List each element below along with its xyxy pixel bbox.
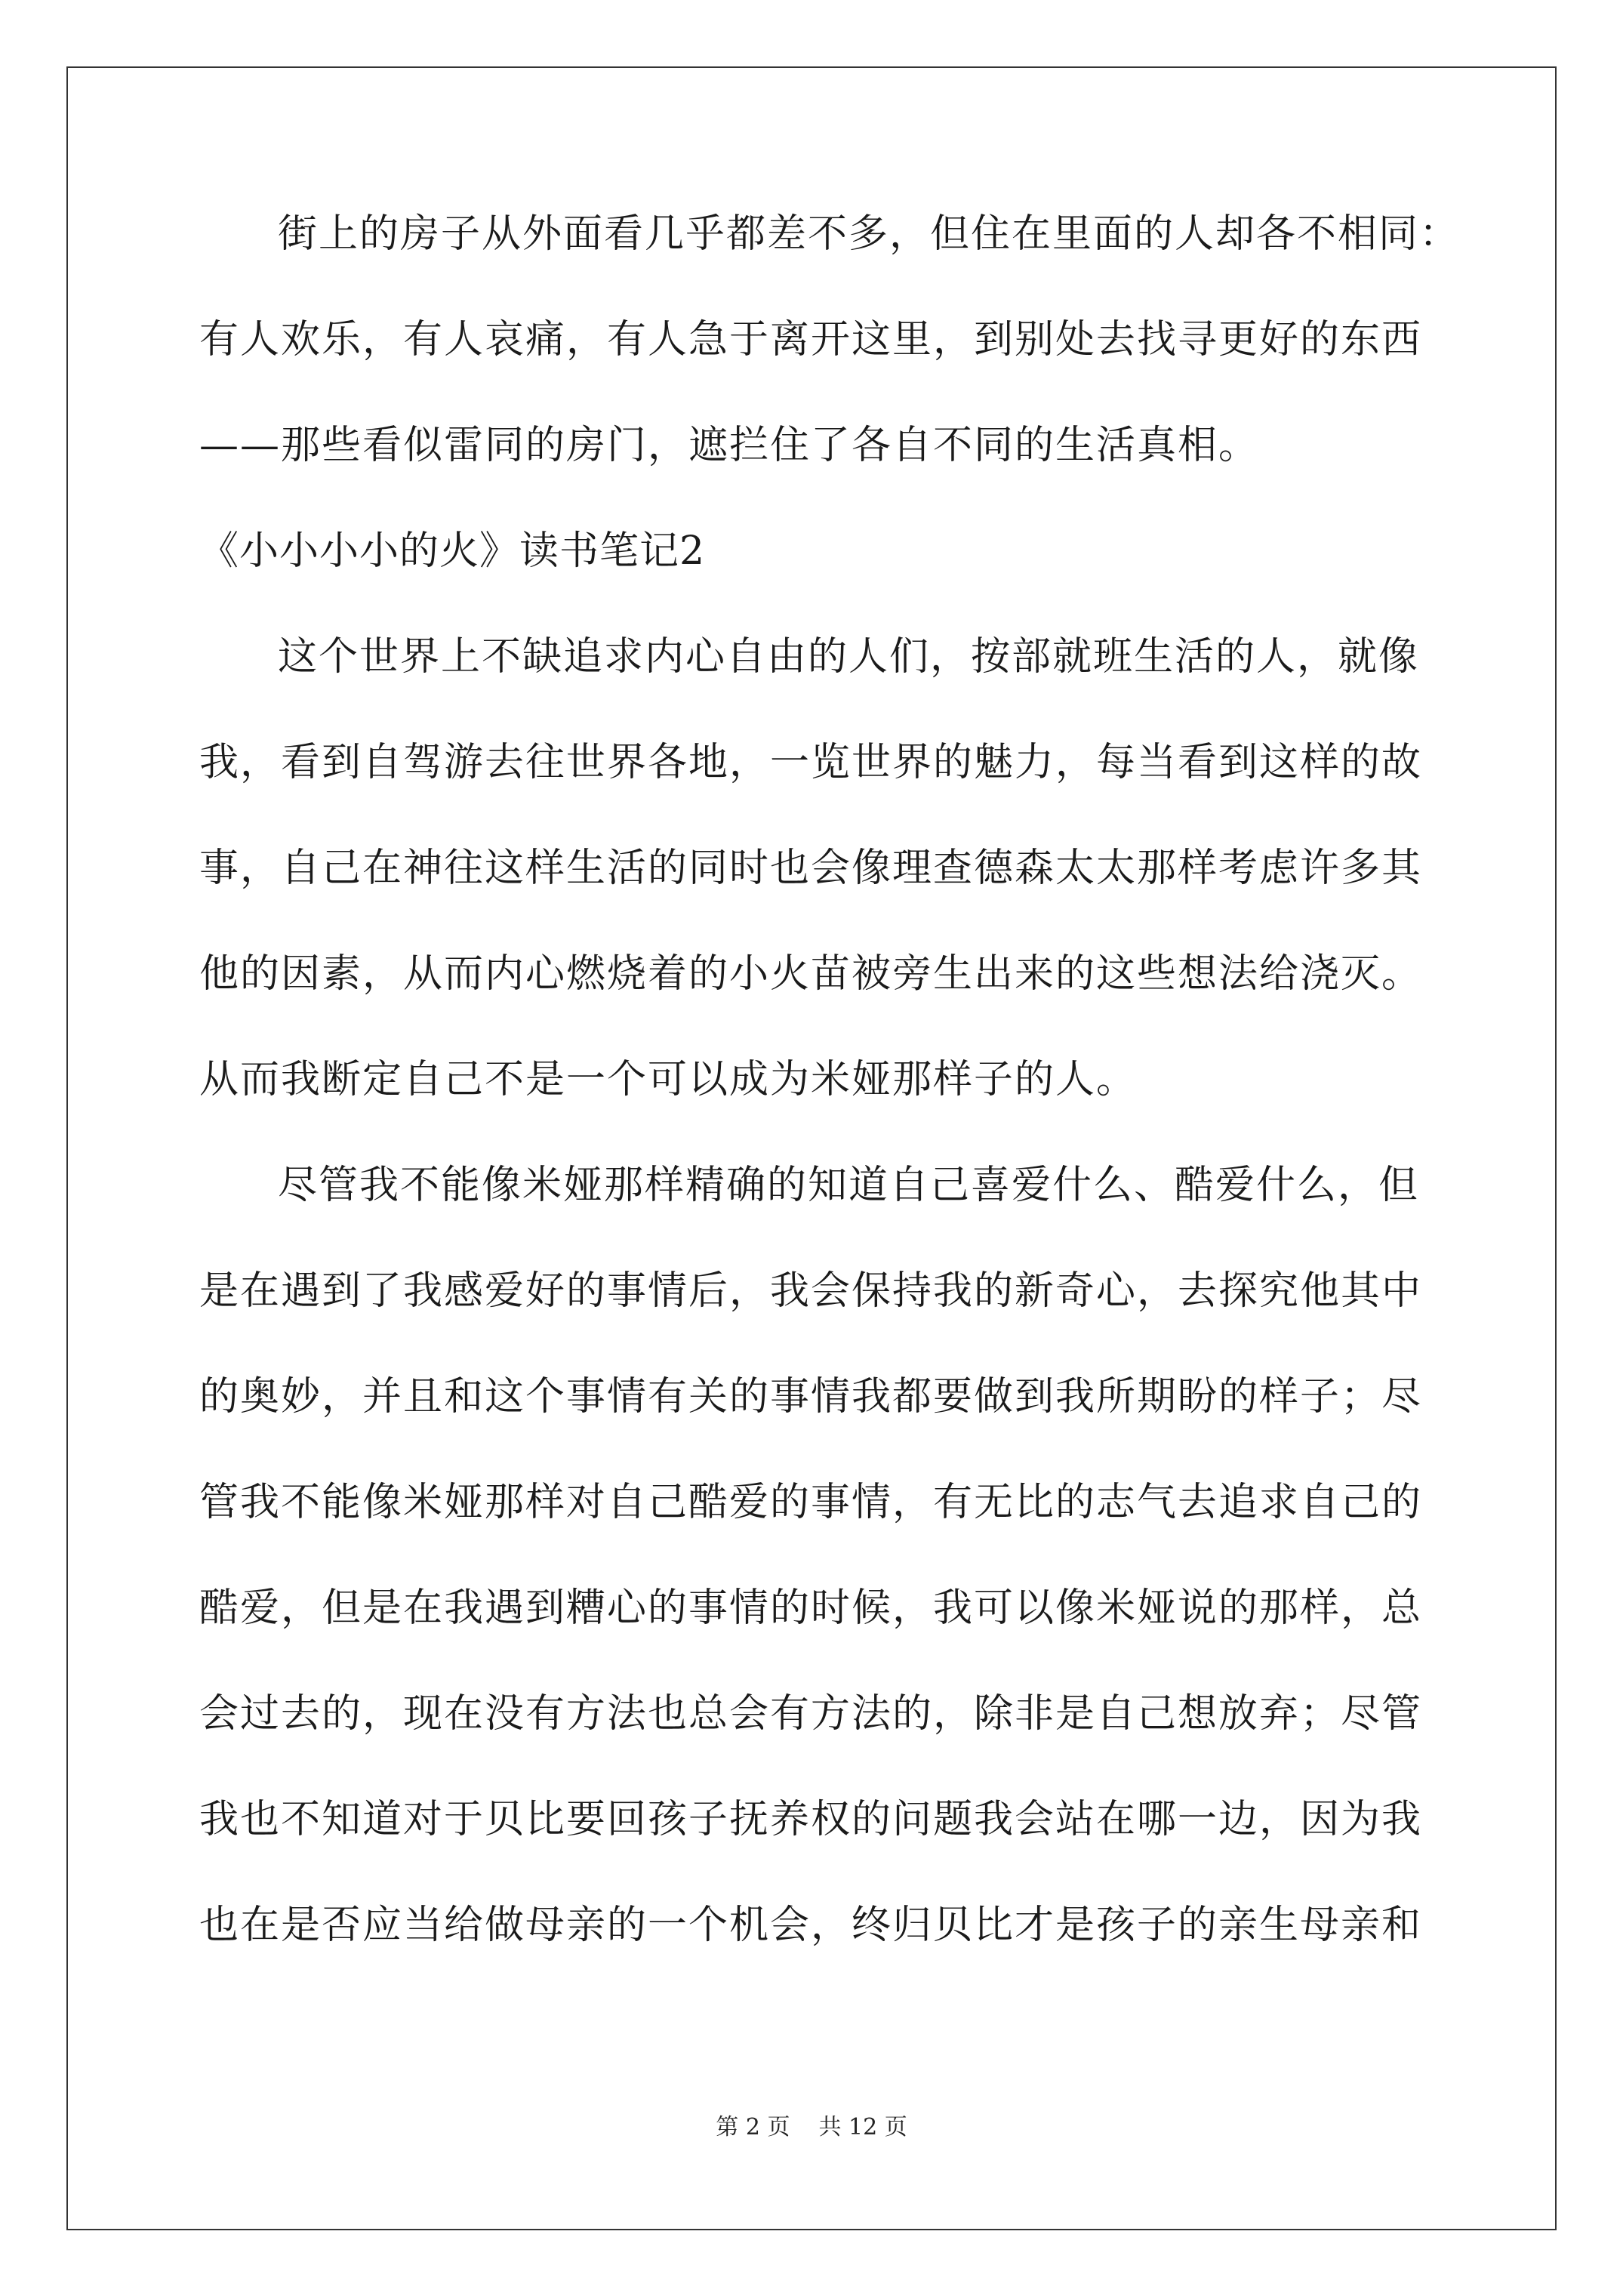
- paragraph-line: ——那些看似雷同的房门，遮拦住了各自不同的生活真相。: [199, 423, 1260, 468]
- paragraph-line: 这个世界上不缺追求内心自由的人们，按部就班生活的人，就像: [278, 634, 1420, 680]
- paragraph-line: 尽管我不能像米娅那样精确的知道自己喜爱什么、酷爱什么，但: [278, 1163, 1420, 1208]
- paragraph-line: 的奥妙，并且和这个事情有关的事情我都要做到我所期盼的样子；尽: [199, 1374, 1423, 1419]
- paragraph-line: 事，自己在神往这样生活的同时也会像理查德森太太那样考虑许多其: [199, 846, 1423, 891]
- document-body: [199, 208, 1461, 2005]
- paragraph-line: 会过去的，现在没有方法也总会有方法的，除非是自己想放弃；尽管: [199, 1691, 1423, 1737]
- section-heading: 《小小小小的火》读书笔记2: [199, 529, 706, 574]
- paragraph-line: 管我不能像米娅那样对自己酷爱的事情，有无比的志气去追求自己的: [199, 1480, 1423, 1525]
- paragraph-line: 街上的房子从外面看几乎都差不多，但住在里面的人却各不相同：: [278, 211, 1461, 257]
- paragraph-line: 我，看到自驾游去往世界各地，一览世界的魅力，每当看到这样的故: [199, 740, 1423, 785]
- paragraph-line: 我也不知道对于贝比要回孩子抚养权的问题我会站在哪一边，因为我: [199, 1797, 1423, 1842]
- page-number-total: 共 12 页: [818, 2114, 907, 2140]
- paragraph-line: 是在遇到了我感爱好的事情后，我会保持我的新奇心，去探究他其中: [199, 1268, 1423, 1314]
- page-number-current: 第 2 页: [716, 2114, 790, 2140]
- paragraph-line: 酷爱，但是在我遇到糟心的事情的时候，我可以像米娅说的那样，总: [199, 1586, 1423, 1631]
- page-footer: [0, 2113, 1623, 2143]
- paragraph-line: 他的因素，从而内心燃烧着的小火苗被旁生出来的这些想法给浇灭。: [199, 951, 1423, 997]
- paragraph-line: 也在是否应当给做母亲的一个机会，终归贝比才是孩子的亲生母亲和: [199, 1903, 1423, 1948]
- paragraph-line: 有人欢乐，有人哀痛，有人急于离开这里，到别处去找寻更好的东西: [199, 317, 1423, 362]
- paragraph-line: 从而我断定自己不是一个可以成为米娅那样子的人。: [199, 1057, 1138, 1102]
